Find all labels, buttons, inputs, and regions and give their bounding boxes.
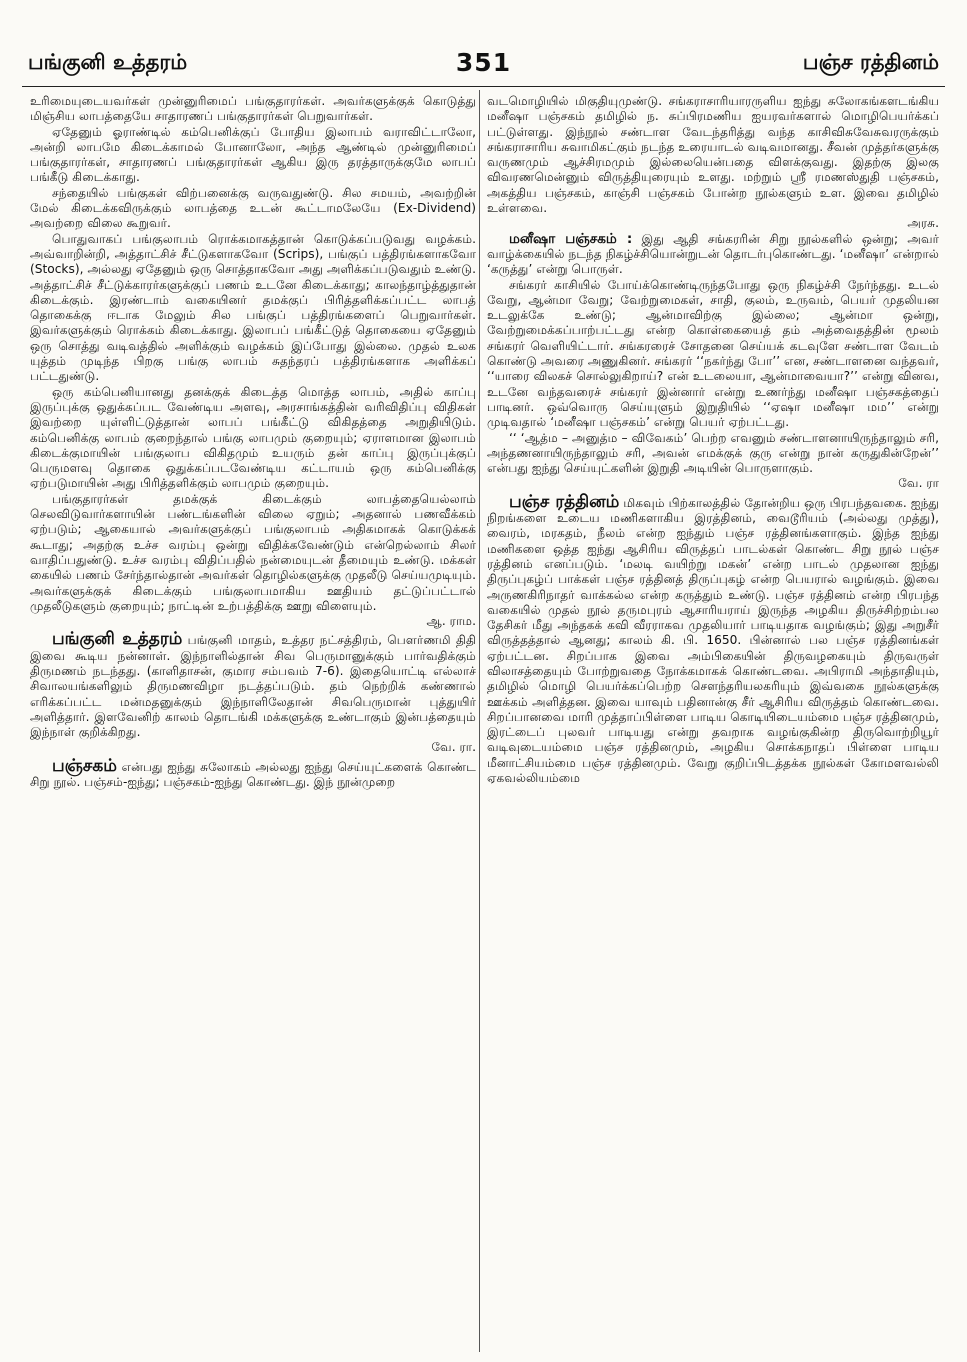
column-divider (479, 90, 480, 1352)
page-header (20, 50, 947, 84)
left-column (30, 94, 476, 1344)
entry-panguni-uthiram (30, 629, 476, 740)
author-signature: வே. ரா (898, 476, 939, 491)
paragraph: பொதுவாகப் பங்குலாபம் ரொக்கமாகத்தான் கொடுக்கப்படுவது வழக்கம். அவ்வாறின்றி, அத்தாட்சிச் சீட்டுகளாகவோ (Scrips), பங்குப் பத்திரங்களாகவோ (Stocks), அல்லது ஏதேனும் ஒரு சொத்தாகவோ அது அளிக்கப்படுவதும் உண்டு. அத்தாட்சிச் சீட்டுக்காரர்களுக்குப் பணம் உடனே கிடைக்காது; காலந்தாழ்த்துதான் கிடைக்கும். இரண்டாம் வகையினர் தமக்குப் பிரித்தளிக்கப்பட்ட லாபத் தொகைக்கு ஈடாக மேலும் சில பங்குப் பத்திரங்களைப் பெறுவார்கள். இவர்களுக்கும் ரொக்கம் கிடைக்காது. இலாபப் பங்கீட்டுத் தொகையை ஏதேனும் ஒரு சொத்து வடிவத்தில் அளிக்கும் வழக்கம் இப்போது இல்லை. முதல் உலக யுத்தம் முடிந்த பிறகு பங்கு லாபம் சுதந்தரப் பத்திரங்களாக அளிக்கப் பட்டதுண்டு. (30, 231, 476, 384)
page-number: 351 (455, 48, 512, 77)
paragraph: ‘‘ ‘ஆத்ம – அனுத்ம – விவேகம்’ பெற்ற எவனும் சண்டாளனாயிருந்தாலும் சரி, அந்தணனாயிருந்தாலும் சரி, அவன் எமக்குக் குரு என்று நான் கருதுகின்றேன்’’ என்பது ஐந்து செய்யுட்களின் இறுதி அடியின் பொருளாகும். (487, 430, 939, 476)
entry-manisha-panchakam (487, 232, 939, 278)
entry-body: என்பது ஐந்து சுலோகம் அல்லது ஐந்து செய்யுட்களைக் கொண்ட சிறு நூல். பஞ்சம்-ஐந்து; பஞ்சகம்-ஐந்து கொண்டது. இந் நூன்முறை (30, 759, 476, 790)
paragraph: ஏதேனும் ஓராண்டில் கம்பெனிக்குப் போதிய இலாபம் வராவிட்டாலோ, அன்றி லாபமே கிடைக்காமல் போனாலோ, அந்த ஆண்டில் முன்னுரிமைப் பங்குதாரர்கள், சாதாரணப் பங்குதாரர்கள் ஆகிய இரு தரத்தாருக்குமே லாபப் பங்கீடு கிடைக்காது. (30, 124, 476, 185)
entry-pancha-rathinam (487, 491, 939, 787)
paragraph: பங்குதாரர்கள் தமக்குக் கிடைக்கும் லாபத்தையெல்லாம் செலவிடுவார்களாயின் பண்டங்களின் விலை ஏறும்; அதனால் பணவீக்கம் ஏற்படும்; ஆகையால் அவர்களுக்குப் பங்குலாபம் அதிகமாகக் கொடுக்கக் கூடாது; அதற்கு உச்ச வரம்பு ஒன்று விதிக்கவேண்டும் என்றெல்லாம் சிலர் வாதிப்பதுண்டு. உச்ச வரம்பு விதிப்பதில் நன்மையுடன் தீமையும் உண்டு. மக்கள் கையில் பணம் சேர்ந்தால்தான் அவர்கள் தொழில்களுக்கு முதலீடு செய்யமுடியும். அவர்களுக்குக் கிடைக்கும் பங்குலாபமாகிய ஊதியம் தட்டுப்பட்டால் முதலீடுகளும் குறையும்; நாட்டின் உற்பத்திக்கு ஊறு விளையும். (30, 491, 476, 613)
entry-heading: பஞ்சகம் (52, 755, 117, 776)
right-column (487, 94, 939, 1349)
author-signature: ஆ. ராம. (426, 614, 476, 629)
entry-body: மிகவும் பிற்காலத்தில் தோன்றிய ஒரு பிரபந்தவகை. ஐந்து நிறங்களை உடைய மணிகளாகிய இரத்தினம், வைடூரியம் (அல்லது முத்து), வைரம், மரகதம், நீலம் என்ற ஐந்தும் பஞ்ச ரத்தினங்களாகும். இந்த ஐந்து மணிகளை ஒத்த ஐந்து ஆசிரிய விருத்தப் பாடல்கள் கொண்ட சிறு நூல் பஞ்ச ரத்தினம் எனப்படும். ‘மலடி வயிற்று மகன்’ என்ற பாடல் முதலான ஐந்து திருப்புகழ்ப் பாக்கள் பஞ்ச ரத்தினத் திருப்புகழ் என்ற பெயரால் வழங்கும். இவை அருணகிரிநாதர் வாக்கல்ல என்ற கருத்தும் உண்டு. பஞ்ச ரத்தினம் என்ற பிரபந்த வகையில் முதல் நூல் தருமபுரம் ஆசாரியராய் இருந்த அழகிய திருச்சிற்றம்பல தேசிகர் மீது அந்தகக் கவி வீரராகவ முதலியார் பாடியதாக வழங்கும்; இது அறுசீர் விருத்தத்தால் ஆனது; காலம் கி. பி. 1650. பின்னால் பல பஞ்ச ரத்தினங்கள் ஏற்பட்டன. சிறப்பாக இவை அம்பிகையின் திருவழகையும் திருவருள் விலாசத்தையும் போற்றுவதை நோக்கமாகக் கொண்டவை. அபிராமி அந்தாதியும், தமிழில் மொழி பெயர்க்கப்பெற்ற சௌந்தரியலகரியும் இவ்வகை நூல்களுக்கு ஊக்கம் அளித்தன. இவை யாவும் பதினான்கு சீர் ஆசிரிய விருத்தம் கொண்டவை. சிறப்பானவை மாரி முத்தாப்பிள்ளை பாடிய கொடியிடையம்மை பஞ்ச ரத்தினமும், இரட்டைப் புலவர் பாடியது என்று தவறாக வழங்குகின்ற திருவொற்றியூர் வடிவுடையம்மை பஞ்ச ரத்தினமும், அழகிய சொக்கநாதப் பிள்ளை பாடிய மீனாட்சியம்மை பஞ்ச ரத்தினமும். வேறு குறிப்பிடத்தக்க நூல்கள் கோமளவல்லி ஏகவல்லியம்மை (487, 495, 939, 786)
entry-heading: பஞ்ச ரத்தினம் (509, 491, 620, 512)
entry-body: பங்குனி மாதம், உத்தர நட்சத்திரம், பௌர்ணமி திதி இவை கூடிய நன்னாள். இந்நாளில்தான் சிவ பெருமானுக்கும் பார்வதிக்கும் திருமணம் நடந்தது. (காளிதாசன், குமார சம்பவம் 7-6). இதையொட்டி எல்லாச் சிவாலயங்களிலும் திருமணவிழா நடத்தப்படும். தம் நெற்றிக் கண்ணால் எரிக்கப்பட்ட மன்மதனுக்கும் இந்நாளிலேதான் சிவபெருமான் புத்துயிர் அளித்தார். இளவேனிற் காலம் தொடங்கி மக்களுக்கு உண்டாகும் இன்பத்தையும் இந்நாள் குறிக்கிறது. (30, 633, 476, 740)
entry-panchakam (30, 755, 476, 791)
running-head-right: பஞ்ச ரத்தினம் (802, 50, 939, 74)
entry-heading: மனீஷா பஞ்சகம் : (509, 230, 633, 247)
running-head-left: பங்குனி உத்தரம் (28, 50, 188, 74)
entry-body: இது ஆதி சங்கரரின் சிறு நூல்களில் ஒன்று; அவர் வாழ்க்கையில் நடந்த நிகழ்ச்சியொன்றுடன் தொடர்புகொண்டது. ‘மனீஷா’ என்றால் ‘கருத்து’ என்று பொருள். (487, 231, 939, 277)
header-rule (22, 86, 945, 87)
paragraph: வடமொழியில் மிகுதியுமுண்டு. சங்கராசாரியாரருளிய ஐந்து சுலோகங்களடங்கிய மனீஷா பஞ்சகம் தமிழில் ந. சுப்பிரமணிய ஐயரவர்களால் மொழிபெயர்க்கப் பட்டுள்ளது. இந்நூல் சண்டாள வேடந்தரித்து வந்த காசிவிசுவேசுவரருக்கும் சங்கராசாரிய சுவாமிகட்கும் நடந்த உரையாடல் வடிவமானது. சீவன் முத்தர்களுக்கு வருணமும் ஆச்சிரமமும் இல்லையென்பதை விளக்குவது. இதற்கு இலகு விவரணமென்னும் விருத்தியுரையும் உளது. மற்றும் ஸ்ரீ ரமணஸ்துதி பஞ்சகம், அகத்திய பஞ்சகம், காஞ்சி பஞ்சகம் போன்ற நூல்களும் உள. இவை தமிழில் உள்ளவை. (487, 94, 939, 216)
entry-heading: பங்குனி உத்தரம் (52, 629, 183, 650)
paragraph: உரிமையுடையவர்கள் முன்னுரிமைப் பங்குதாரர்கள். அவர்களுக்குக் கொடுத்து மிஞ்சிய லாபத்தையே சாதாரணப் பங்குதாரர்கள் பெறுவார்கள். (30, 94, 476, 124)
author-signature: அரசு. (907, 216, 939, 231)
paragraph: சங்கரர் காசியில் போய்க்கொண்டிருந்தபோது ஒரு நிகழ்ச்சி நேர்ந்தது. உடல் வேறு, ஆன்மா வேறு; வேற்றுமைகள், சாதி, குலம், உருவம், பெயர் முதலியன உடலுக்கே உண்டு; ஆன்மாவிற்கு இல்லை; ஆன்மா ஒன்று, வேற்றுமைக்கப்பாற்பட்டது என்ற கொள்கையைத் தம் அத்வைதத்தின் மூலம் சங்கரர் வெளியிட்டார். சங்கரரைச் சோதனை செய்யக் கடவுளே சண்டாள வேடம் கொண்டு அவரை அணுகினர். சங்கரர் ‘‘நகர்ந்து போ’’ என, சண்டாளனை வந்தவர், ‘‘யாரை விலகச் சொல்லுகிறாய்? என் உடலையா, ஆன்மாவையா?’’ என்று வினவ, உடனே வந்தவரைச் சங்கரர் இன்னார் என்று உணர்ந்து மனீஷா பஞ்சகத்தைப் பாடினர். ஒவ்வொரு செய்யுளும் இறுதியில் ‘‘ஏஷா மனீஷா மம’’ என்று முடிவதால் ‘மனீஷா பஞ்சகம்’ என்று பெயர் ஏற்பட்டது. (487, 277, 939, 430)
paragraph: சந்தையில் பங்குகள் விற்பனைக்கு வருவதுண்டு. சில சமயம், அவற்றின் மேல் கிடைக்கவிருக்கும் லாபத்தை உடன் கூட்டாமலேயே (Ex-Dividend) அவற்றை விலை கூறுவர். (30, 185, 476, 231)
author-signature: வே. ரா. (431, 740, 476, 755)
paragraph: ஒரு கம்பெனியானது தனக்குக் கிடைத்த மொத்த லாபம், அதில் காப்பு இருப்புக்கு ஒதுக்கப்பட வேண்டிய அளவு, அரசாங்கத்தின் வரிவிதிப்பு விதிகள் இவற்றை யுள்ளிட்டுத்தான் லாபப் பங்கீட்டு விகிதத்தை அறுதியிடும். கம்பெனிக்கு லாபம் குறைந்தால் பங்கு லாபமும் குறையும்; ஏராளமான இலாபம் கிடைக்குமாயின் பங்குலாப விகிதமும் உயரும் தன் காப்பு இருப்புக்குப் பெருமளவு தொகை ஒதுக்கப்படவேண்டிய கட்டாயம் ஒரு கம்பெனிக்கு ஏற்படுமாயின் அது பிரித்தளிக்கும் லாபமும் குறையும். (30, 384, 476, 491)
